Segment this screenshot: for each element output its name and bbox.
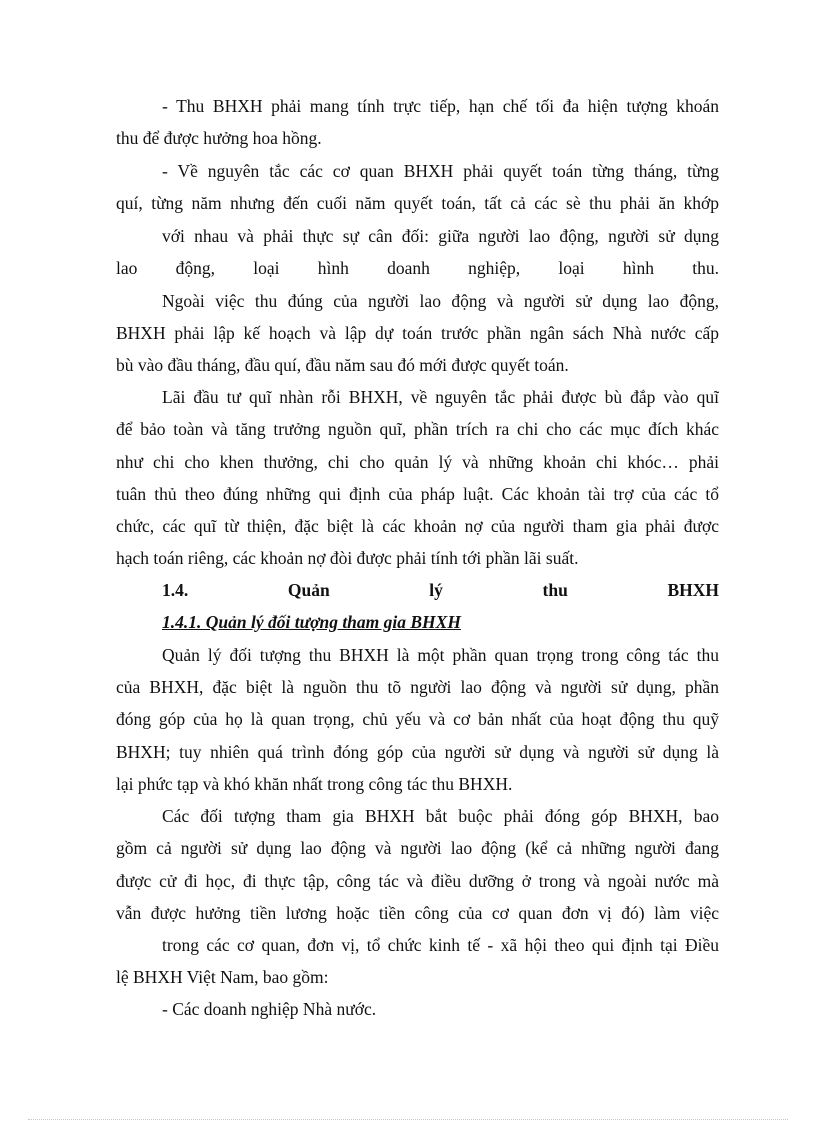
paragraph-line: tuân thủ theo đúng những qui định của pháp luật. Các khoản tài trợ của các tổ [116, 484, 719, 504]
paragraph-line: lao động, loại hình doanh nghiệp, loại hình thu. [116, 258, 719, 278]
paragraph-line: vẫn được hưởng tiền lương hoặc tiền công của cơ quan đơn vị đó) làm việc [116, 903, 719, 923]
paragraph-line: quí, từng năm nhưng đến cuối năm quyết toán, tất cả các sè thu phải ăn khớp [116, 193, 719, 213]
paragraph-line: để bảo toàn và tăng trưởng nguồn quĩ, phần trích ra chi cho các mục đích khác [116, 419, 719, 439]
paragraph-line: với nhau và phải thực sự cân đối: giữa người lao động, người sử dụng [162, 226, 719, 246]
paragraph-line: đóng góp của họ là quan trọng, chủ yếu và cơ bản nhất của hoạt động thu quỹ [116, 709, 719, 729]
paragraph-line: Lãi đầu tư quĩ nhàn rỗi BHXH, về nguyên tắc phải được bù đắp vào quĩ [162, 387, 719, 407]
paragraph-line: chức, các quĩ từ thiện, đặc biệt là các khoản nợ của người tham gia phải được [116, 516, 719, 536]
paragraph-line: trong các cơ quan, đơn vị, tổ chức kinh tế - xã hội theo qui định tại Điều [162, 935, 719, 955]
paragraph-line: - Các doanh nghiệp Nhà nước. [162, 999, 377, 1019]
paragraph-line: lại phức tạp và khó khăn nhất trong công tác thu BHXH. [116, 774, 513, 794]
paragraph-line: của BHXH, đặc biệt là nguồn thu tõ người lao động và người sử dụng, phần [116, 677, 719, 697]
paragraph-line: được cử đi học, đi thực tập, công tác và điều dưỡng ở trong và ngoài nước mà [116, 871, 719, 891]
paragraph-line: bù vào đầu tháng, đầu quí, đầu năm sau đó mới được quyết toán. [116, 355, 569, 375]
paragraph-line: Các đối tượng tham gia BHXH bắt buộc phải đóng góp BHXH, bao [162, 806, 719, 826]
paragraph-line: lệ BHXH Việt Nam, bao gồm: [116, 967, 329, 987]
paragraph-line: Ngoài việc thu đúng của người lao động và người sử dụng lao động, [162, 291, 719, 311]
paragraph-line: BHXH phải lập kế hoạch và lập dự toán trước phần ngân sách Nhà nước cấp [116, 323, 719, 343]
subsection-heading: 1.4.1. Quản lý đối tượng tham gia BHXH [162, 612, 461, 632]
paragraph-line: - Về nguyên tắc các cơ quan BHXH phải quyết toán từng tháng, từng [162, 161, 719, 181]
paragraph-line: như chi cho khen thưởng, chi cho quản lý và những khoản chi khóc… phải [116, 452, 719, 472]
section-heading: 1.4. Quản lý thu BHXH [162, 580, 719, 600]
paragraph-line: - Thu BHXH phải mang tính trực tiếp, hạn chế tối đa hiện tượng khoán [162, 96, 719, 116]
paragraph-line: BHXH; tuy nhiên quá trình đóng góp của người sử dụng và người sử dụng là [116, 742, 719, 762]
paragraph-line: hạch toán riêng, các khoản nợ đòi được phải tính tới phần lãi suất. [116, 548, 579, 568]
paragraph-line: Quản lý đối tượng thu BHXH là một phần quan trọng trong công tác thu [162, 645, 719, 665]
paragraph-line: thu để được hưởng hoa hồng. [116, 128, 322, 148]
paragraph-line: gồm cả người sử dụng lao động và người lao động (kể cả những người đang [116, 838, 719, 858]
page-bottom-divider [28, 1119, 788, 1120]
